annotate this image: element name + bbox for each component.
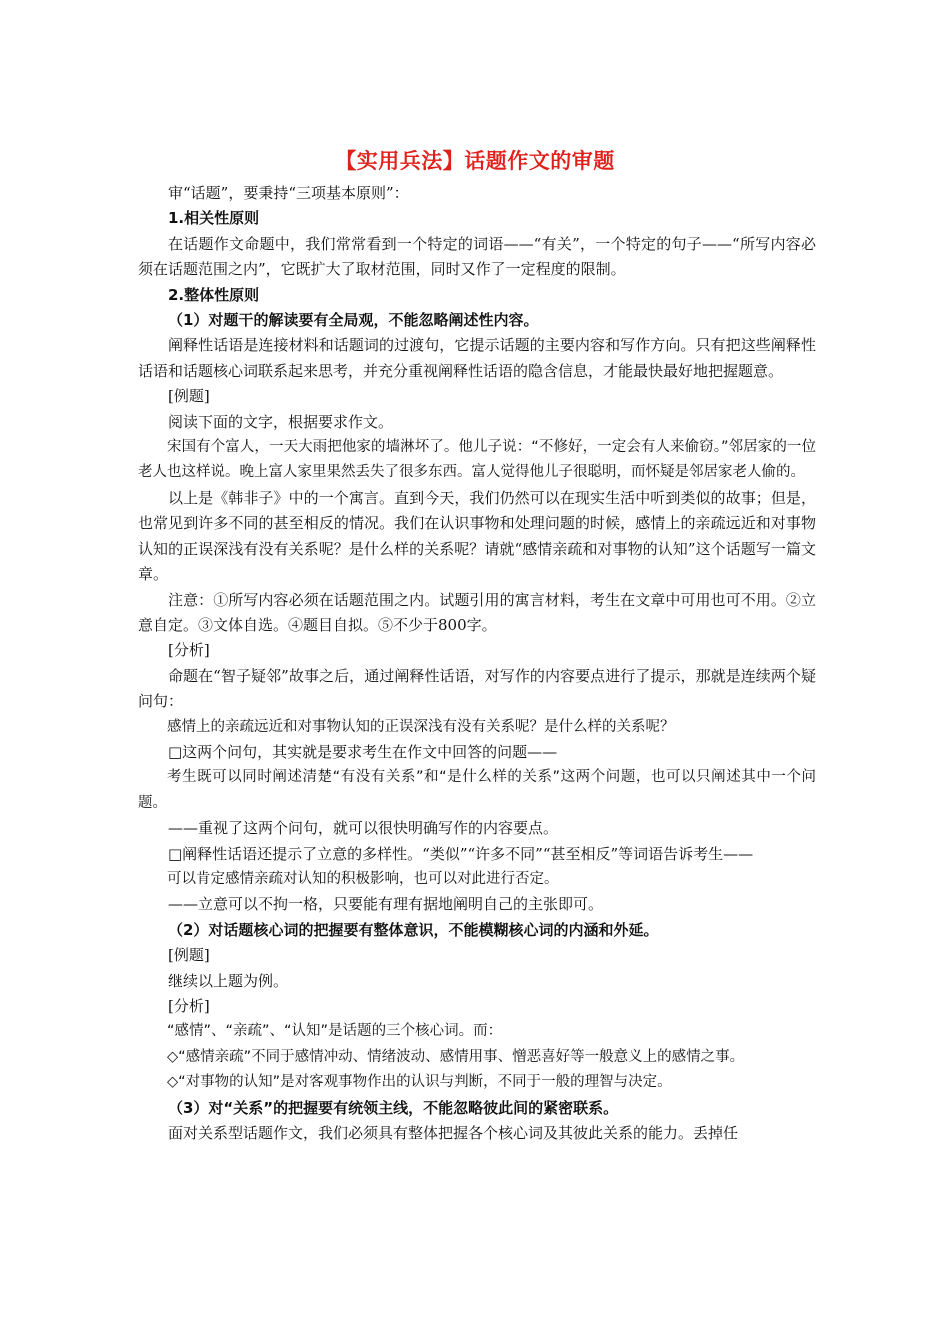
section-heading: 1.相关性原则 bbox=[168, 209, 260, 228]
paragraph: 考生既可以同时阐述清楚“有没有关系”和“是什么样的关系”这两个问题，也可以只阐述其中一个问题。 bbox=[138, 769, 816, 811]
paragraph: ——重视了这两个问句，就可以很快明确写作的内容要点。 bbox=[168, 819, 559, 838]
section-heading: （3）对“关系”的把握要有统领主线，不能忽略彼此间的紧密联系。 bbox=[168, 1098, 619, 1117]
paragraph: 宋国有个富人，一天大雨把他家的墙淋坏了。他儿子说：“不修好，一定会有人来偷窃。”邻居家的一位老人也这样说。晚上富人家里果然丢失了很多东西。富人觉得他儿子很聪明，而怀疑是邻居家老人偷的。 bbox=[138, 439, 816, 481]
paragraph: ◇“对事物的认知”是对客观事物作出的认识与判断，不同于一般的理智与决定。 bbox=[167, 1074, 672, 1091]
paragraph: “感情”、“亲疏”、“认知”是话题的三个核心词。而： bbox=[167, 1023, 503, 1040]
paragraph: [例题] bbox=[168, 387, 210, 406]
paragraph: 感情上的亲疏远近和对事物认知的正误深浅有没有关系呢？是什么样的关系呢？ bbox=[167, 718, 675, 735]
paragraph: ◇“感情亲疏”不同于感情冲动、情绪波动、感情用事、憎恶喜好等一般意义上的感情之事。 bbox=[167, 1048, 745, 1065]
paragraph: 以上是《韩非子》中的一个寓言。直到今天，我们仍然可以在现实生活中听到类似的故事；但是，也常见到许多不同的甚至相反的情况。我们在认识事物和处理问题的时候，感情上的亲疏远近和对事物认知的正误深浅有没有关系呢？是什么样的关系呢？请就“感情亲疏和对事物的认知”这个话题写一篇文章。 bbox=[138, 488, 816, 584]
paragraph: 命题在“智子疑邻”故事之后，通过阐释性话语，对写作的内容要点进行了提示，那就是连续两个疑问句： bbox=[138, 666, 816, 711]
paragraph: [分析] bbox=[168, 641, 210, 660]
section-heading: （1）对题干的解读要有全局观，不能忽略阐述性内容。 bbox=[168, 311, 539, 330]
paragraph: 阅读下面的文字，根据要求作文。 bbox=[168, 412, 394, 431]
paragraph: □这两个问句，其实就是要求考生在作文中回答的问题—— bbox=[168, 742, 558, 761]
paragraph: □阐释性话语还提示了立意的多样性。“类似”“许多不同”“甚至相反”等词语告诉考生—— bbox=[168, 844, 754, 863]
paragraph: 在话题作文命题中，我们常常看到一个特定的词语——“有关”，一个特定的句子——“所写内容必须在话题范围之内”，它既扩大了取材范围，同时又作了一定程度的限制。 bbox=[138, 234, 816, 279]
paragraph: 阐释性话语是连接材料和话题词的过渡句，它提示话题的主要内容和写作方向。只有把这些阐释性话语和话题核心词联系起来思考，并充分重视阐释性话语的隐含信息，才能最快最好地把握题意。 bbox=[138, 336, 816, 380]
paragraph: 审“话题”，要秉持“三项基本原则”： bbox=[168, 184, 409, 202]
paragraph: 继续以上题为例。 bbox=[168, 971, 289, 990]
paragraph: 可以肯定感情亲疏对认知的积极影响，也可以对此进行否定。 bbox=[167, 870, 559, 887]
section-heading: （2）对话题核心词的把握要有整体意识，不能模糊核心词的内涵和外延。 bbox=[168, 920, 659, 939]
paragraph: 注意：①所写内容必须在话题范围之内。试题引用的寓言材料，考生在文章中可用也可不用。②立意自定。③文体自选。④题目自拟。⑤不少于800字。 bbox=[138, 590, 816, 634]
paragraph: [例题] bbox=[168, 946, 210, 965]
paragraph: ——立意可以不拘一格，只要能有理有据地阐明自己的主张即可。 bbox=[168, 895, 604, 914]
paragraph: [分析] bbox=[168, 997, 210, 1015]
paragraph: 面对关系型话题作文，我们必须具有整体把握各个核心词及其彼此关系的能力。丢掉任 bbox=[168, 1124, 739, 1143]
document-body bbox=[138, 181, 816, 1146]
document-title: 【实用兵法】话题作文的审题 bbox=[335, 149, 615, 173]
section-heading: 2.整体性原则 bbox=[168, 285, 260, 304]
